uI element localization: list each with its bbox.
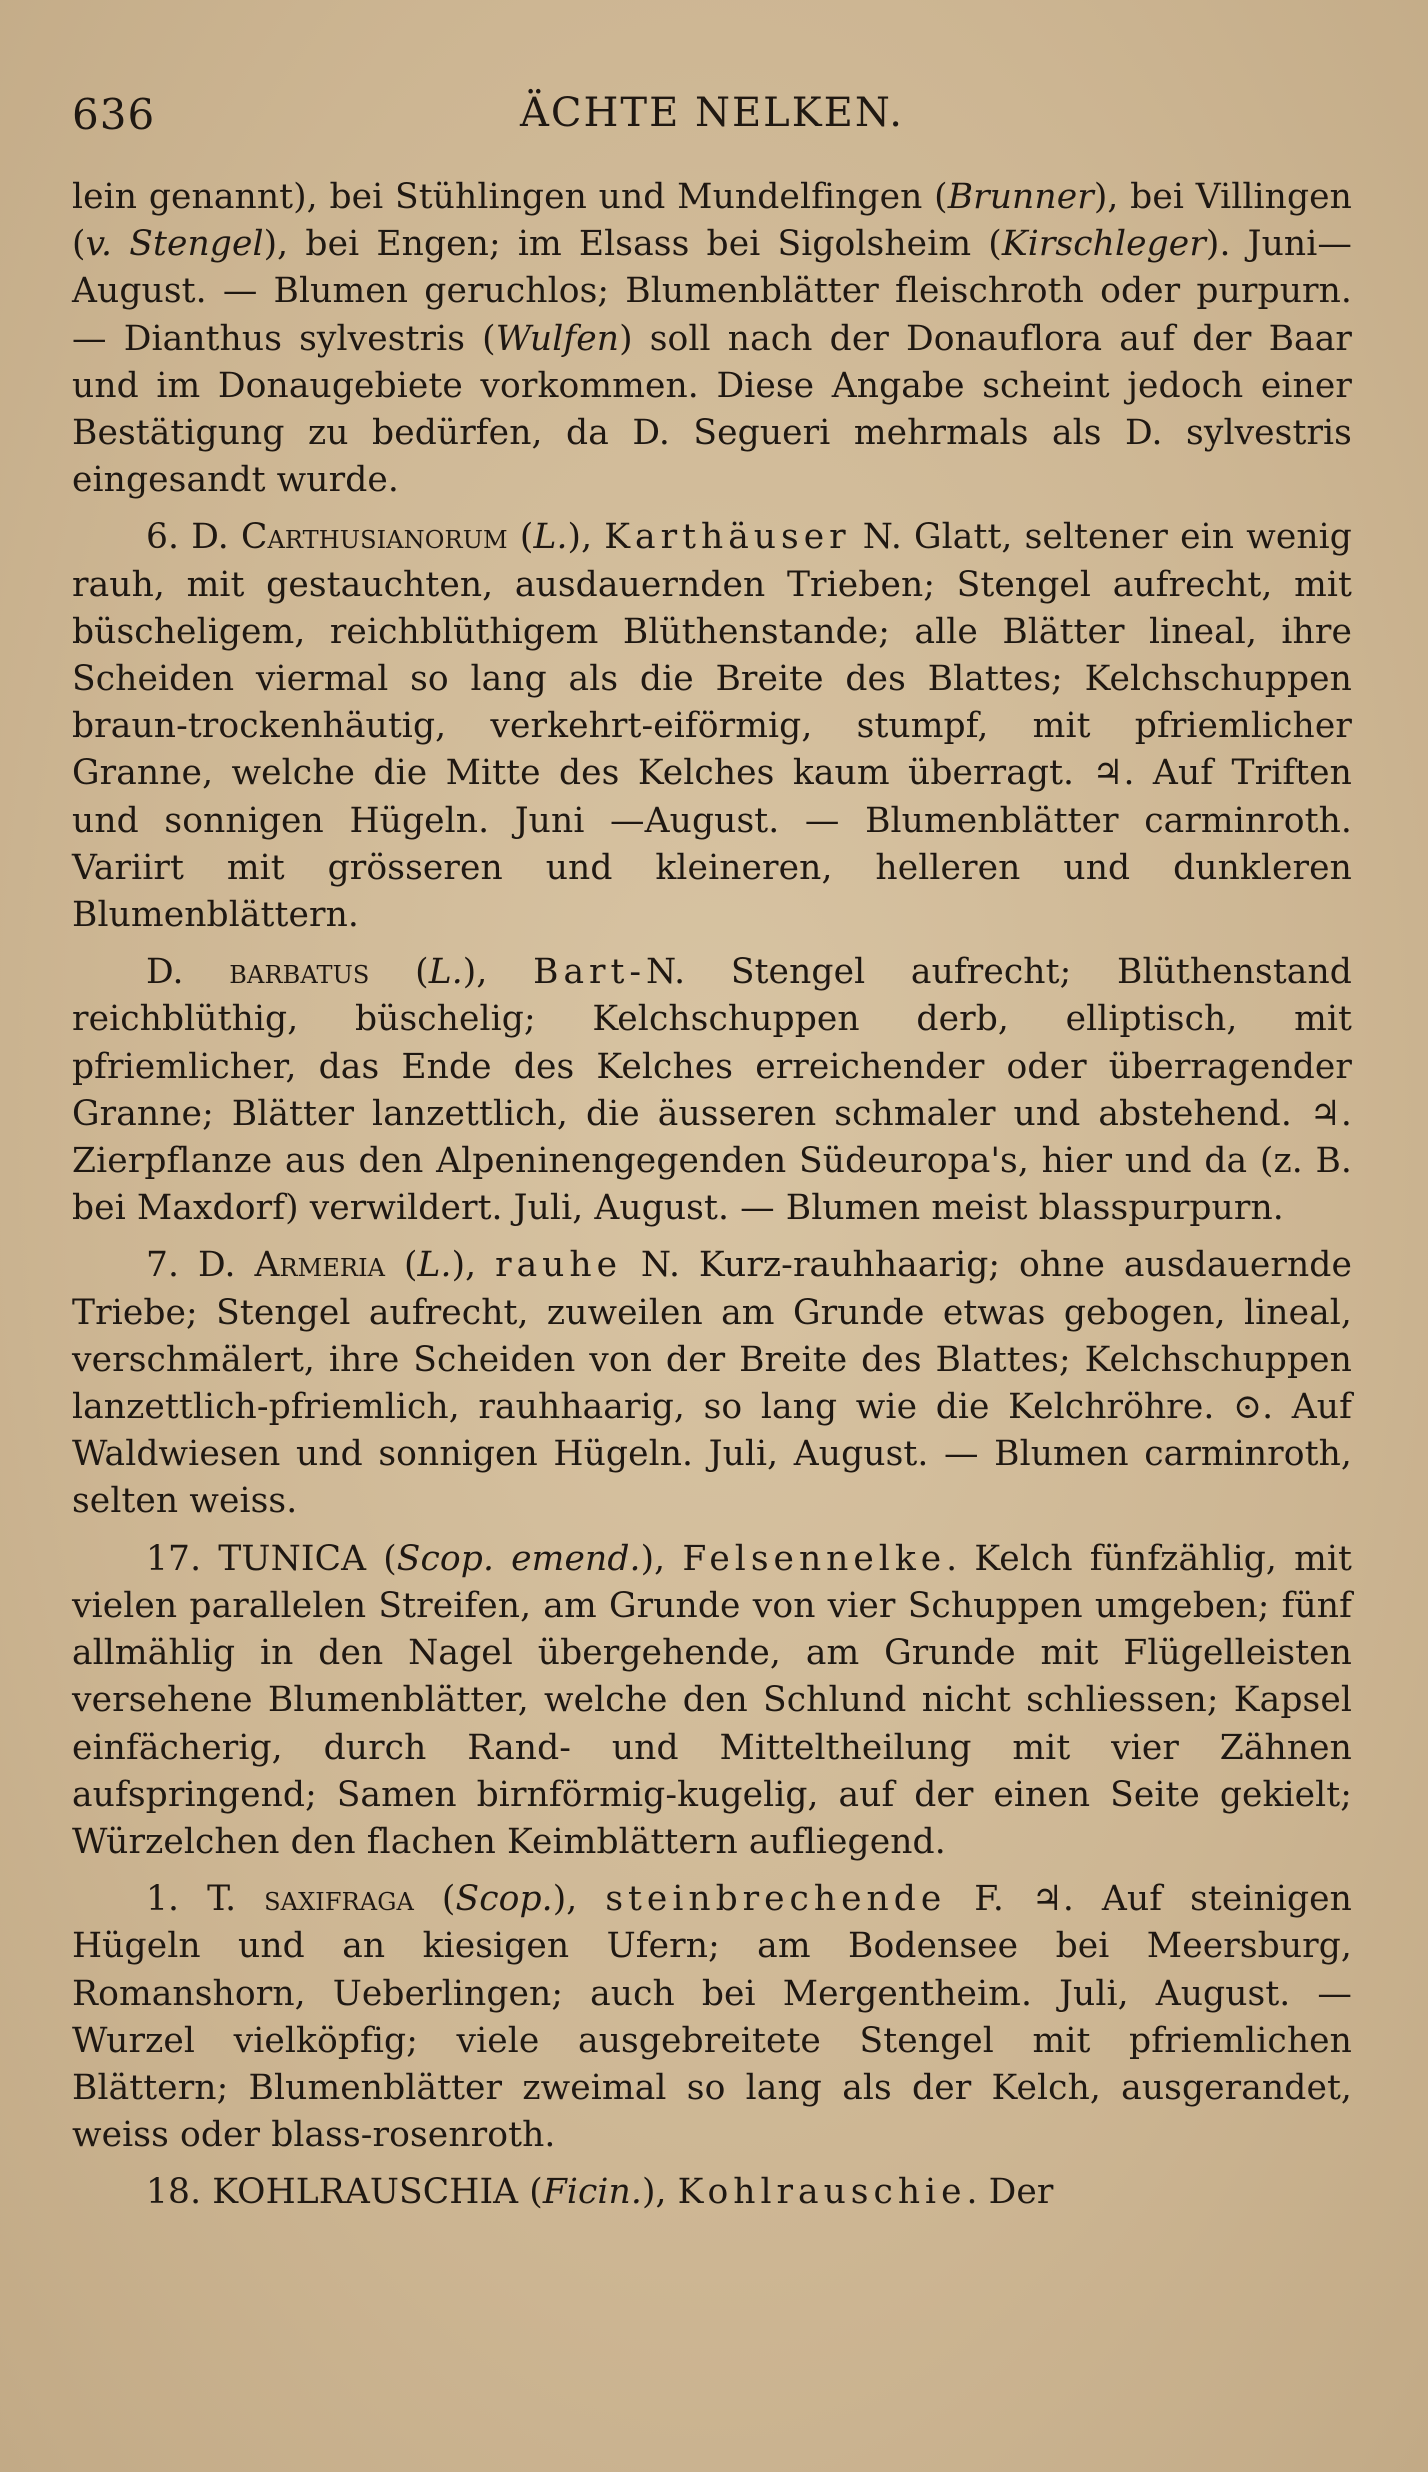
text-run: ), (462, 952, 534, 993)
italic-run: Scop. (455, 1879, 553, 1920)
text-run: D. (146, 952, 230, 993)
spaced-run: Bart- (533, 952, 647, 993)
italic-run: L. (417, 1245, 452, 1286)
text-run: ( (413, 1879, 456, 1920)
italic-run: Ficin. (542, 2172, 642, 2213)
body-text (72, 174, 1352, 2217)
text-run: 18. KOHLRAUSCHIA ( (146, 2172, 543, 2213)
italic-run: L. (533, 517, 568, 558)
text-run: N. Kurz-rauhhaarig; ohne ausdauernde Triebe; Stengel aufrecht, zuweilen am Grunde etwas gebogen, lineal, verschmälert, ihre Scheiden von der Breite des Blattes; Kelchschuppen lanzettlich-pfriemlich, rauhhaarig, so lang wie die Kelchröhre. ⊙. Auf Waldwiesen und sonnigen Hügeln. Juli, August. — Blumen carminroth, selten weiss. (72, 1245, 1352, 1522)
book-page (72, 90, 1352, 2227)
paragraph-p1 (72, 174, 1352, 504)
italic-run: L. (428, 952, 463, 993)
italic-run: v. Stengel (85, 224, 264, 265)
italic-run: Wulfen (495, 318, 620, 359)
text-run: 6. D. (146, 517, 241, 558)
paragraph-p3 (72, 949, 1352, 1232)
text-run: 7. D. (146, 1245, 255, 1286)
spaced-run: Kohlrauschie (677, 2172, 967, 2213)
text-run: ), (567, 517, 605, 558)
text-run: ), (640, 1538, 683, 1579)
text-run: ), (552, 1879, 606, 1920)
small-caps-run: barbatus (229, 952, 370, 993)
text-run: ), (451, 1245, 496, 1286)
paragraph-p7 (72, 2169, 1352, 2216)
spaced-run: steinbrechende (605, 1879, 947, 1920)
text-run: ), bei Villingen ( (72, 177, 1352, 265)
paragraph-p4 (72, 1242, 1352, 1525)
spaced-run: Felsennelke (682, 1538, 947, 1579)
paragraph-p6 (72, 1876, 1352, 2159)
text-run: lein genannt), bei Stühlingen und Mundelfingen ( (72, 177, 948, 217)
small-caps-run: saxifraga (264, 1879, 414, 1920)
text-run: ), (641, 2172, 678, 2213)
running-head (72, 90, 1352, 150)
text-run: 17. TUNICA ( (146, 1538, 397, 1579)
text-run: F. ♃. Auf steinigen Hügeln und an kiesigen Ufern; am Bodensee bei Meersburg, Romanshorn, Ueberlingen; auch bei Mergentheim. Juli, August. — Wurzel vielköpfig; viele ausgebreitete Stengel mit pfriemlichen Blättern; Blumenblätter zweimal so lang als der Kelch, ausgerandet, weiss oder blass-rosenroth. (72, 1879, 1352, 2156)
text-run: N. Stengel aufrecht; Blüthenstand reichblüthig, büschelig; Kelchschuppen derb, elliptisch, mit pfriemlicher, das Ende des Kelches erreichender oder überragender Granne; Blätter lanzettlich, die äusseren schmaler und abstehend. ♃. Zierpflanze aus den Alpeninengegenden Südeuropa's, hier und da (z. B. bei Maxdorf) verwildert. Juli, August. — Blumen meist blasspurpurn. (72, 952, 1352, 1229)
text-run: ) soll nach der Donauflora auf der Baar und im Donaugebiete vorkommen. Diese Angabe scheint jedoch einer Bestätigung zu bedürfen, da D. Segueri mehrmals als D. sylvestris eingesandt wurde. (72, 318, 1352, 501)
spaced-run: rauhe (495, 1245, 623, 1286)
running-title: ÄCHTE NELKEN. (520, 90, 904, 136)
page-number: 636 (72, 90, 156, 139)
text-run: ( (369, 952, 429, 993)
small-caps-run: Carthusianorum (240, 517, 508, 558)
italic-run: Kirschleger (1001, 224, 1206, 265)
spaced-run: Karthäuser (604, 517, 851, 558)
text-run: ( (385, 1245, 418, 1286)
paragraph-p5 (72, 1536, 1352, 1866)
paragraph-p2 (72, 514, 1352, 939)
text-run: N. Glatt, seltener ein wenig rauh, mit gestauchten, ausdauernden Trieben; Stengel aufrecht, mit büscheligem, reichblüthigem Blüthenstande; alle Blätter lineal, ihre Scheiden viermal so lang als die Breite des Blattes; Kelchschuppen braun-trockenhäutig, verkehrt-eiförmig, stumpf, mit pfriemlicher Granne, welche die Mitte des Kelches kaum überragt. ♃. Auf Triften und sonnigen Hügeln. Juni —August. — Blumenblätter carminroth. Variirt mit grösseren und kleineren, helleren und dunkleren Blumenblättern. (72, 517, 1352, 936)
small-caps-run: Armeria (254, 1245, 386, 1286)
italic-run: Brunner (947, 177, 1094, 217)
italic-run: Scop. emend. (396, 1538, 641, 1579)
text-run: 1. T. (146, 1879, 265, 1920)
text-run: ( (507, 517, 534, 558)
text-run: ). Juni—August. — Blumen geruchlos; Blumenblätter fleischroth oder purpurn. — Dianthus sylvestris ( (72, 224, 1352, 359)
text-run: . Der (966, 2172, 1054, 2213)
text-run: . Kelch fünfzählig, mit vielen parallelen Streifen, am Grunde von vier Schuppen umgeben; fünf allmählig in den Nagel übergehende, am Grunde mit Flügelleisten versehene Blumenblätter, welche den Schlund nicht schliessen; Kapsel einfächerig, durch Rand- und Mitteltheilung mit vier Zähnen aufspringend; Samen birnförmig-kugelig, auf der einen Seite gekielt; Würzelchen den flachen Keimblättern aufliegend. (72, 1538, 1352, 1862)
text-run: ), bei Engen; im Elsass bei Sigolsheim ( (263, 224, 1002, 265)
